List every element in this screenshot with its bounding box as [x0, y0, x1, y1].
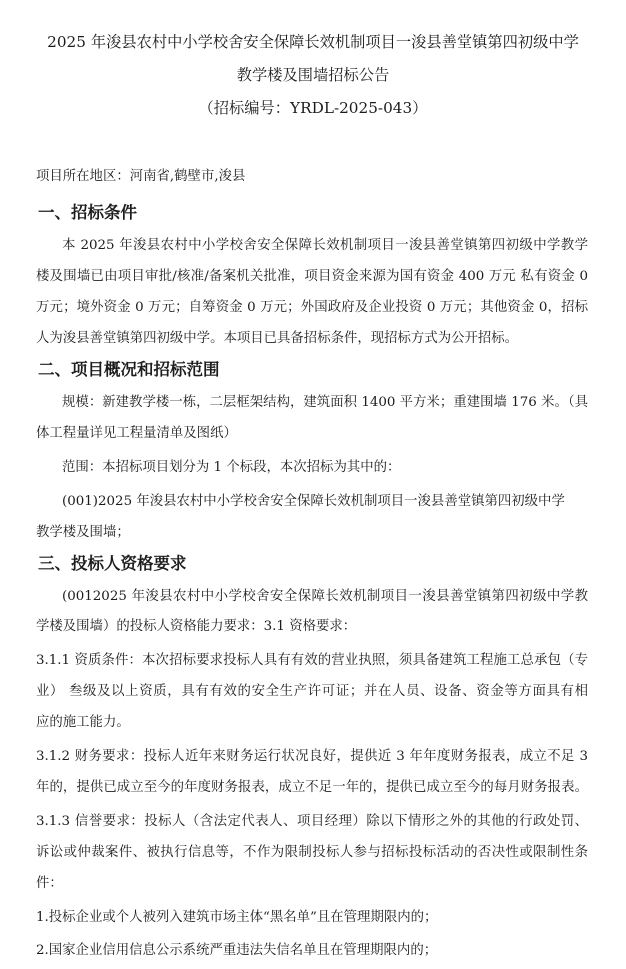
paragraph-line: 诉讼或仲裁案件、被执行信息等，不作为限制投标人参与招标投标活动的否决性或限制性条 [36, 845, 588, 860]
list-item: 2.国家企业信用信息公示系统严重违法失信名单且在管理期限内的； [36, 943, 438, 958]
tender-number: （招标编号：YRDL-2025-043） [198, 99, 428, 117]
title-line-1: 2025 年浚县农村中小学校舍安全保障长效机制项目一浚县善堂镇第四初级中学 [47, 33, 579, 51]
section-heading-bidding-conditions: 一、招标条件 [38, 203, 137, 222]
paragraph-line: 学楼及围墙）的投标人资格能力要求：3.1 资格要求： [36, 619, 357, 634]
document-title [0, 26, 626, 125]
paragraph-line: 业） 叁级及以上资质，具有有效的安全生产许可证；并在人员、设备、资金等方面具有相 [36, 684, 588, 699]
list-item: 1.投标企业或个人被列入建筑市场主体“黑名单”且在管理期限内的； [36, 910, 438, 925]
paragraph-line: 3.1.1 资质条件：本次招标要求投标人具有有效的营业执照，须具备建筑工程施工总承包（专 [36, 653, 588, 668]
section-heading-project-overview: 二、项目概况和招标范围 [38, 360, 220, 379]
title-line-2: 教学楼及围墙招标公告 [236, 66, 390, 84]
paragraph-line: 件： [36, 876, 63, 891]
project-region: 项目所在地区：河南省,鹤壁市,浚县 [36, 169, 246, 184]
paragraph-line: 3.1.2 财务要求：投标人近年来财务运行状况良好，提供近 3 年年度财务报表，成立不足 3 [36, 749, 588, 764]
paragraph-line: (0012025 年浚县农村中小学校舍安全保障长效机制项目一浚县善堂镇第四初级中学教 [62, 589, 588, 604]
paragraph-line: 规模：新建教学楼一栋，二层框架结构，建筑面积 1400 平方米；重建围墙 176 米。（具 [62, 395, 588, 410]
paragraph-line: 年的，提供已成立至今的年度财务报表，成立不足一年的，提供已成立至今的每月财务报表。 [36, 780, 588, 795]
paragraph-line: 教学楼及围墙； [36, 525, 130, 540]
paragraph-line: 人为浚县善堂镇第四初级中学。本项目已具备招标条件，现招标方式为公开招标。 [36, 331, 519, 346]
paragraph-line: 万元；境外资金 0 万元；自筹资金 0 万元；外国政府及企业投资 0 万元；其他资金 0，招标 [36, 300, 588, 315]
paragraph-line: 应的施工能力。 [36, 715, 130, 730]
paragraph-line: (001)2025 年浚县农村中小学校舍安全保障长效机制项目一浚县善堂镇第四初级中学 [62, 494, 565, 509]
section-heading-bidder-qualifications: 三、投标人资格要求 [38, 554, 187, 573]
paragraph-line: 范围：本招标项目划分为 1 个标段，本次招标为其中的： [62, 460, 401, 475]
paragraph-line: 本 2025 年浚县农村中小学校舍安全保障长效机制项目一浚县善堂镇第四初级中学教学 [62, 238, 588, 253]
paragraph-line: 楼及围墙已由项目审批/核准/备案机关批准，项目资金来源为国有资金 400 万元 私有资金 0 [36, 269, 588, 284]
paragraph-line: 体工程量详见工程量清单及图纸） [36, 426, 237, 441]
paragraph-line: 3.1.3 信誉要求：投标人（含法定代表人、项目经理）除以下情形之外的其他的行政处罚、 [36, 814, 588, 829]
